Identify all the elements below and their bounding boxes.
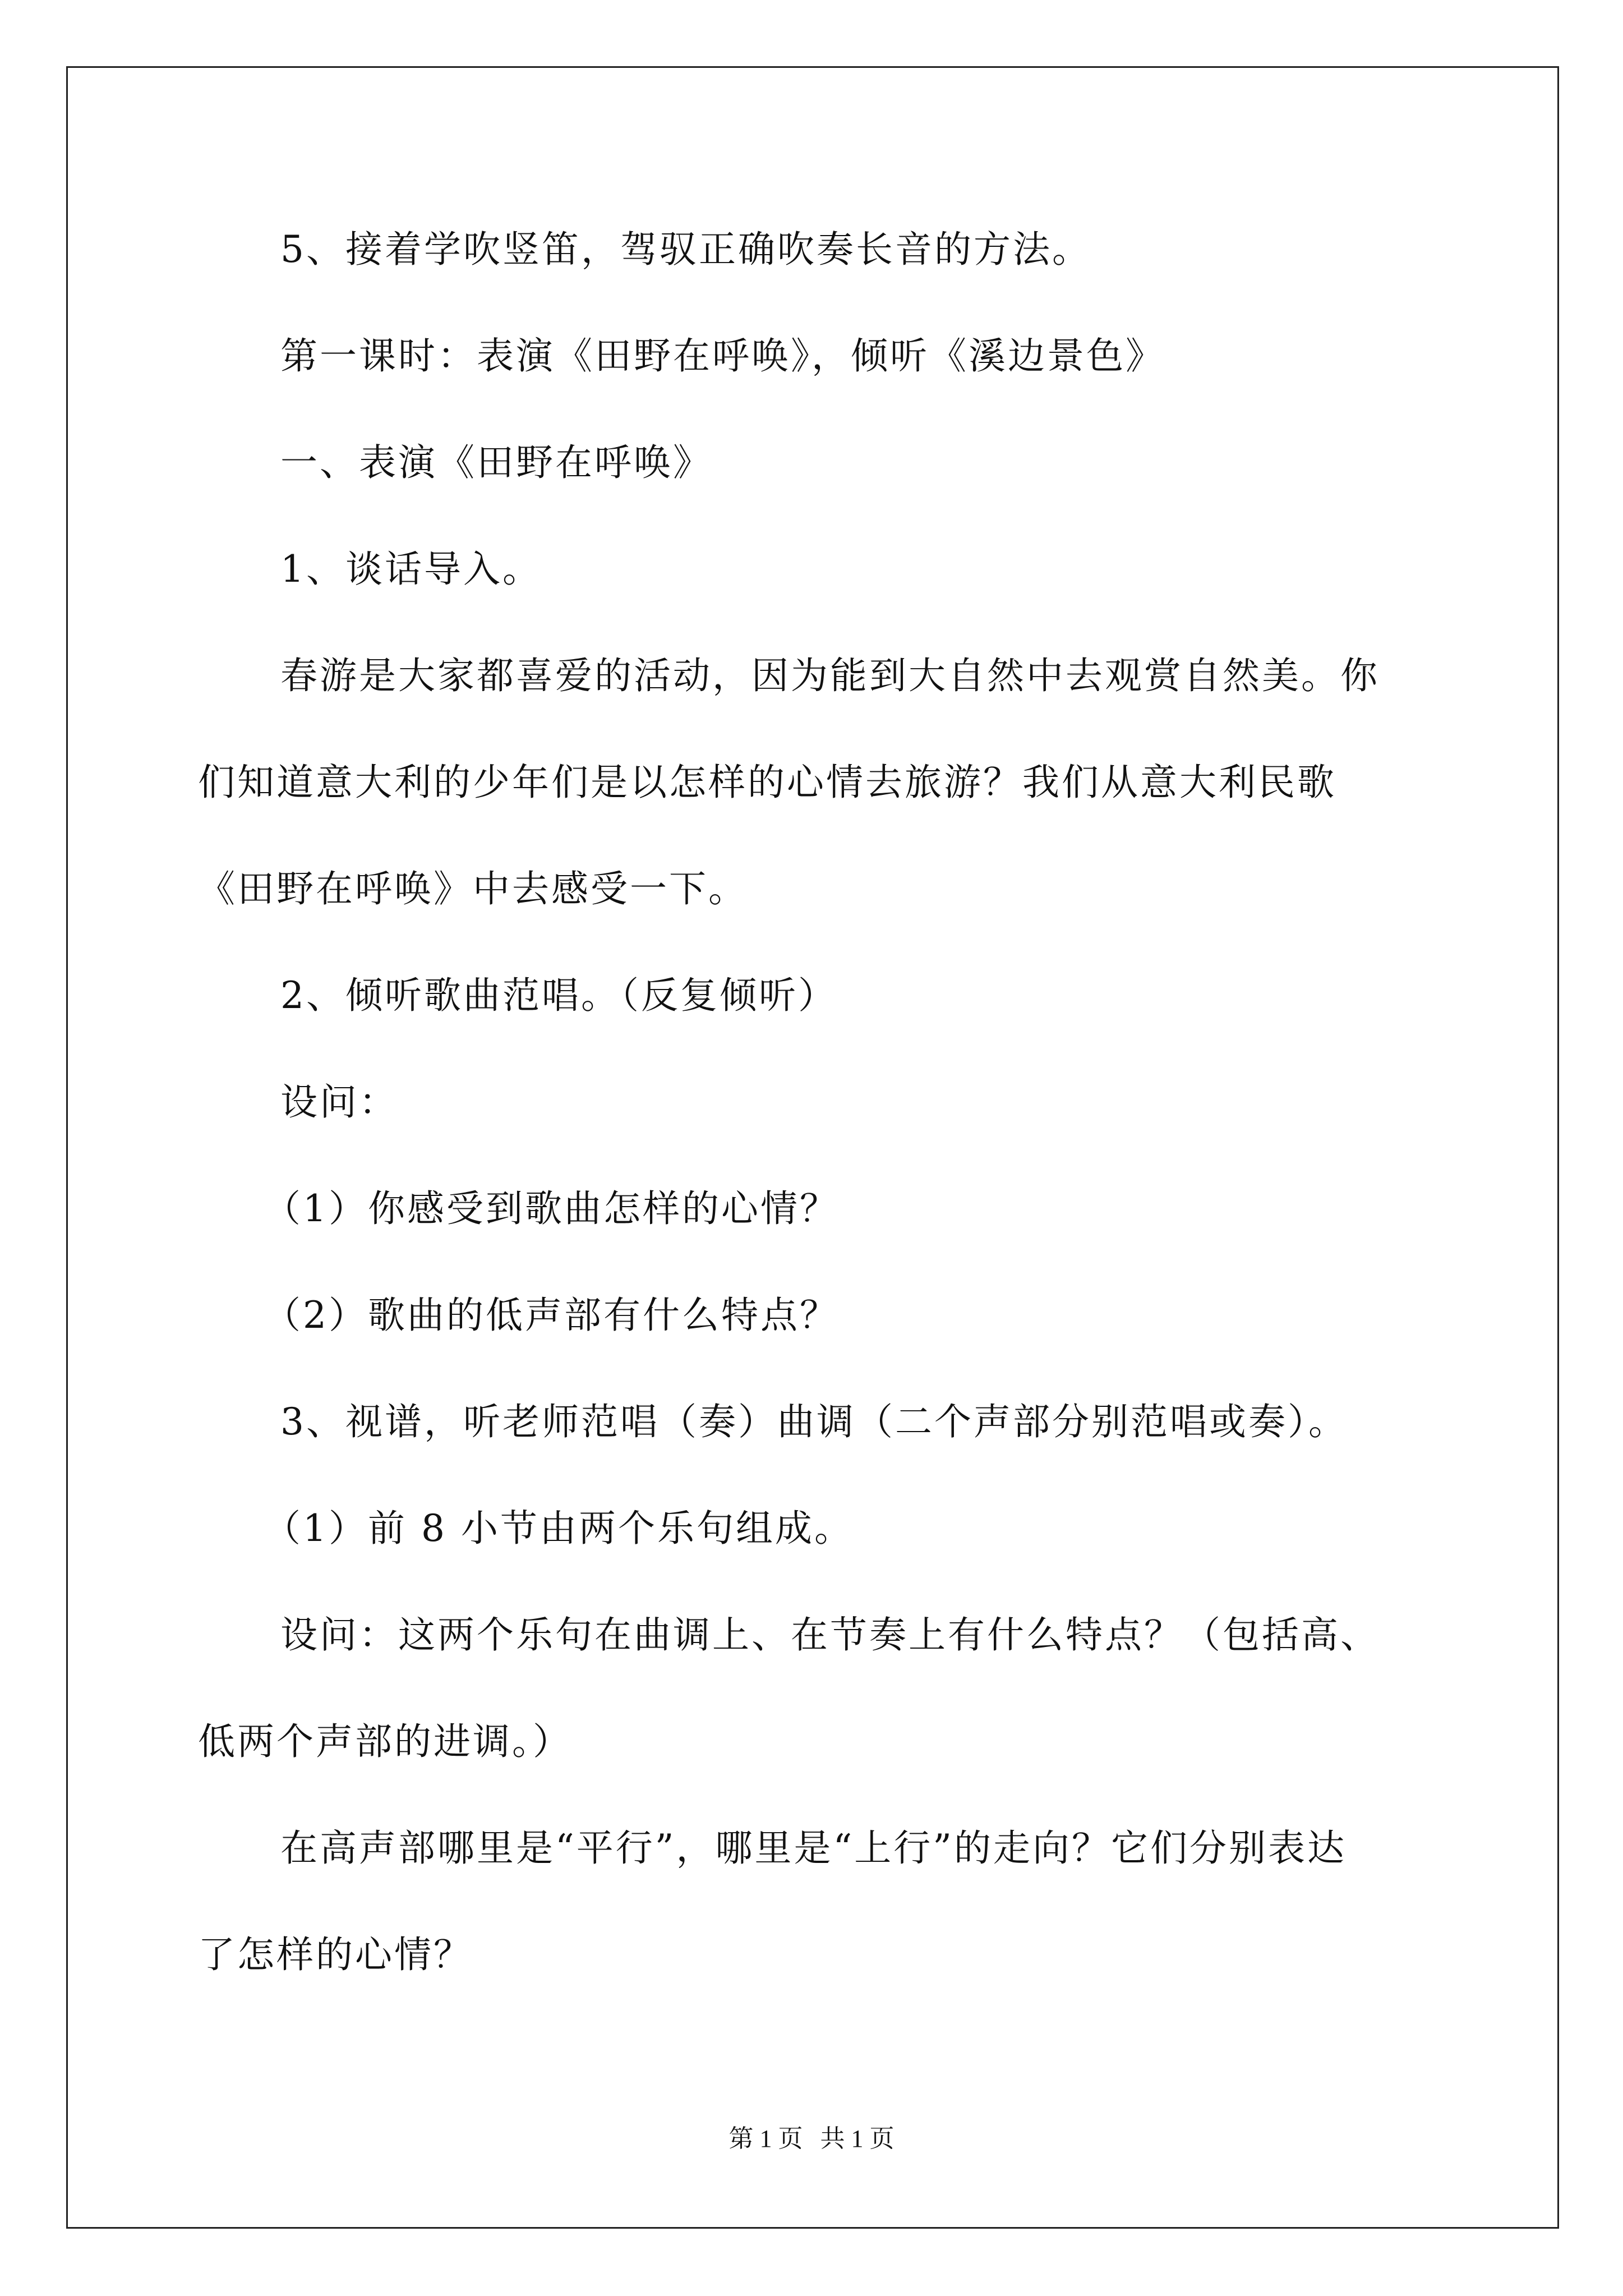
paragraph-line-14: 设问：这两个乐句在曲调上、在节奏上有什么特点？（包括高、	[280, 1613, 1380, 1657]
page-footer	[0, 2123, 1623, 2155]
question-line-2: （2）歌曲的低声部有什么特点？	[264, 1294, 839, 1337]
paragraph-line-4: 1、谈话导入。	[280, 547, 542, 591]
paragraph-line-8: 2、倾听歌曲范唱。（反复倾听）	[280, 974, 837, 1017]
paragraph-line-12: 3、视谱，听老师范唱（奏）曲调（二个声部分别范唱或奏）。	[280, 1400, 1348, 1443]
question-line-1: （1）你感受到歌曲怎样的心情？	[264, 1187, 839, 1230]
page-border	[66, 66, 1559, 2229]
paragraph-line-5: 春游是大家都喜爱的活动，因为能到大自然中去观赏自然美。你	[280, 654, 1380, 697]
paragraph-line-1: 5、接着学吹竖笛，驾驭正确吹奏长音的方法。	[280, 228, 1091, 271]
paragraph-line-7: 《田野在呼唤》中去感受一下。	[198, 867, 748, 910]
paragraph-line-2: 第一课时：表演《田野在呼唤》，倾听《溪边景色》	[280, 334, 1165, 378]
page-number: 第 1 页	[728, 2125, 803, 2152]
paragraph-line-15: 低两个声部的进调。）	[198, 1720, 572, 1763]
paragraph-line-16: 在高声部哪里是“平行”，哪里是“上行”的走向？它们分别表达	[280, 1826, 1347, 1870]
section-heading: 一、表演《田野在呼唤》	[280, 441, 712, 484]
paragraph-line-9: 设问：	[280, 1080, 398, 1124]
question-line-3: （1）前 8 小节由两个乐句组成。	[264, 1507, 854, 1550]
paragraph-line-17: 了怎样的心情？	[198, 1933, 473, 1976]
page-total: 共 1 页	[820, 2125, 895, 2152]
paragraph-line-6: 们知道意大利的少年们是以怎样的心情去旅游？我们从意大利民歌	[198, 761, 1336, 804]
